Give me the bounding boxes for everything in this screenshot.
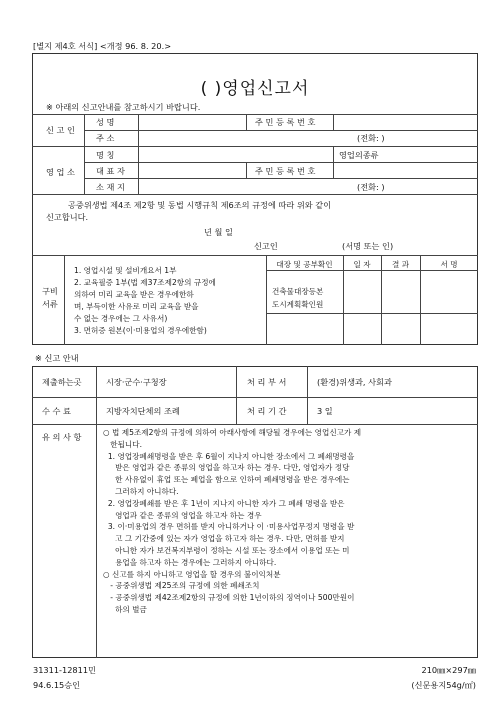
- check-row-urbanplan: 도시계획확인원: [272, 300, 324, 309]
- declaration-line2: 신고합니다.: [46, 212, 89, 222]
- caution-line: 아니한 자가 보건복지부령이 정하는 시설 또는 장소에서 이용업 또는 미: [103, 545, 350, 555]
- document-item: 의하여 미리 교육을 받은 경우에한하: [74, 290, 194, 299]
- business-type-field[interactable]: [390, 146, 478, 162]
- period-label: 처 리 기 간: [247, 406, 287, 416]
- declaration-date: 년 월 일: [204, 227, 233, 237]
- documents-label-1: 구비: [42, 286, 58, 296]
- check-header-sign: 서 명: [440, 260, 458, 269]
- caution-line: 영업과 같은 종류의 영업을 하고자 하는 경우: [103, 510, 262, 520]
- submit-label: 제출하는곳: [42, 377, 82, 387]
- document-item: 며, 부득이한 사유로 미리 교육을 받을: [74, 302, 199, 311]
- caution-line: 그러하지 아니하다.: [103, 486, 179, 496]
- business-location-field[interactable]: [138, 178, 478, 194]
- footer-paper: (신문용지54g/㎡): [411, 680, 476, 690]
- form-number: [별지 제4호 서식] <개정 96. 8. 20.>: [33, 41, 172, 51]
- footer-approval: 94.6.15승인: [33, 680, 81, 690]
- caution-line: 1. 영업장폐쇄명령을 받은 후 6월이 지나지 아니한 장소에서 그 폐쇄명령을: [103, 451, 355, 461]
- fee-value: 지방자치단체의 조례: [106, 406, 180, 416]
- caution-label: 유 의 사 항: [42, 432, 82, 442]
- footer-size: 210㎜×297㎜: [421, 665, 476, 675]
- applicant-phone-label: (전화: ): [357, 133, 385, 143]
- footer-code: 31311-12811민: [33, 665, 96, 675]
- caution-line: 한 사유없이 휴업 또는 폐업을 함으로 인하여 폐쇄명령을 받은 경우에는: [103, 475, 350, 485]
- business-rep-field[interactable]: [138, 162, 246, 178]
- declaration-line1: 공중위생법 제4조 제2항 및 동법 시행규칙 제6조의 규정에 따라 위와 같이: [68, 200, 332, 210]
- business-title-field[interactable]: [138, 146, 333, 162]
- business-title-label: 명 칭: [96, 150, 115, 160]
- page-title: ( )영업신고서: [200, 79, 310, 99]
- document-item: 3. 면허증 원본(이·미용업의 경우에한함): [74, 326, 207, 335]
- business-rep-label: 대 표 자: [96, 166, 125, 176]
- fee-label: 수 수 료: [42, 406, 71, 416]
- caution-line: 한됩니다.: [103, 439, 142, 449]
- applicant-name-field[interactable]: [138, 114, 246, 130]
- check-header-confirm: 대장 및 공부확인: [276, 260, 333, 269]
- caution-line: - 공중위생법 제25조의 규정에 의한 폐쇄조치: [103, 581, 260, 591]
- document-item: 1. 영업시설 및 설비개요서 1부: [74, 266, 177, 275]
- business-type-label: 영업의종류: [339, 150, 379, 160]
- document-item: 2. 교육필증 1부(법 제37조제2항의 규정에: [74, 278, 216, 287]
- caution-text: [103, 427, 361, 616]
- documents-label-2: 서류: [42, 299, 58, 309]
- dept-value: (환경)위생과, 사회과: [317, 377, 392, 387]
- business-reg-label: 주 민 등 록 번 호: [255, 166, 316, 176]
- submit-value: 시장·군수·구청장: [106, 377, 167, 387]
- applicant-name-label: 성 명: [96, 117, 115, 127]
- applicant-label: 신 고 인: [46, 125, 75, 135]
- caution-line: 2. 영업장폐쇄를 받은 후 1년이 지나지 아니한 자가 그 폐쇄 명령을 받은: [103, 498, 345, 508]
- document-item: 수 없는 경우에는 그 사유서): [74, 314, 168, 323]
- declaration-signer: 신고인: [254, 241, 278, 251]
- caution-line: ○ 신고를 하지 아니하고 영업을 할 경우의 불이익처분: [103, 569, 281, 579]
- guide-heading: ※ 신고 안내: [35, 353, 79, 363]
- notice-text: ※ 아래의 신고안내를 참고하시기 바랍니다.: [46, 102, 201, 112]
- business-phone-label: (전화: ): [357, 182, 385, 192]
- business-reg-field[interactable]: [333, 162, 478, 178]
- applicant-reg-label: 주 민 등 록 번 호: [255, 117, 316, 127]
- check-header-result: 결 과: [391, 260, 410, 269]
- period-value: 3 일: [317, 406, 333, 416]
- caution-line: 고 그 기간중에 있는 자가 영업을 하고자 하는 경우. 다만, 면허를 받지: [103, 534, 345, 544]
- business-label: 영 업 소: [46, 167, 75, 177]
- check-header-date: 일 자: [353, 260, 371, 269]
- applicant-address-field[interactable]: [138, 130, 478, 146]
- caution-line: ○ 법 제5조제2항의 규정에 의하여 아래사항에 해당될 경우에는 영업신고가 제: [103, 428, 362, 437]
- caution-line: 용업을 하고자 하는 경우에는 그러하지 아니하다.: [103, 557, 277, 567]
- caution-line: - 공중위생법 제42조제2항의 규정에 의한 1년이하의 징역이나 500만원이: [103, 593, 355, 603]
- caution-line: 받은 영업과 같은 종류의 영업을 하고자 하는 경우. 다만, 영업자가 정당: [103, 463, 350, 473]
- applicant-reg-field[interactable]: [333, 114, 478, 130]
- caution-line: 3. 이·미용업의 경우 면허를 받지 아니하거나 이 ·미용사업무정지 명령을 받: [103, 522, 355, 532]
- applicant-addr-label: 주 소: [96, 133, 115, 143]
- check-row-building: 건축물대장등본: [272, 287, 324, 296]
- business-loc-label: 소 재 지: [96, 182, 125, 192]
- caution-line: 하의 벌금: [103, 604, 147, 614]
- declaration-sign-note: (서명 또는 인): [342, 241, 394, 251]
- dept-label: 처 리 부 서: [247, 377, 287, 387]
